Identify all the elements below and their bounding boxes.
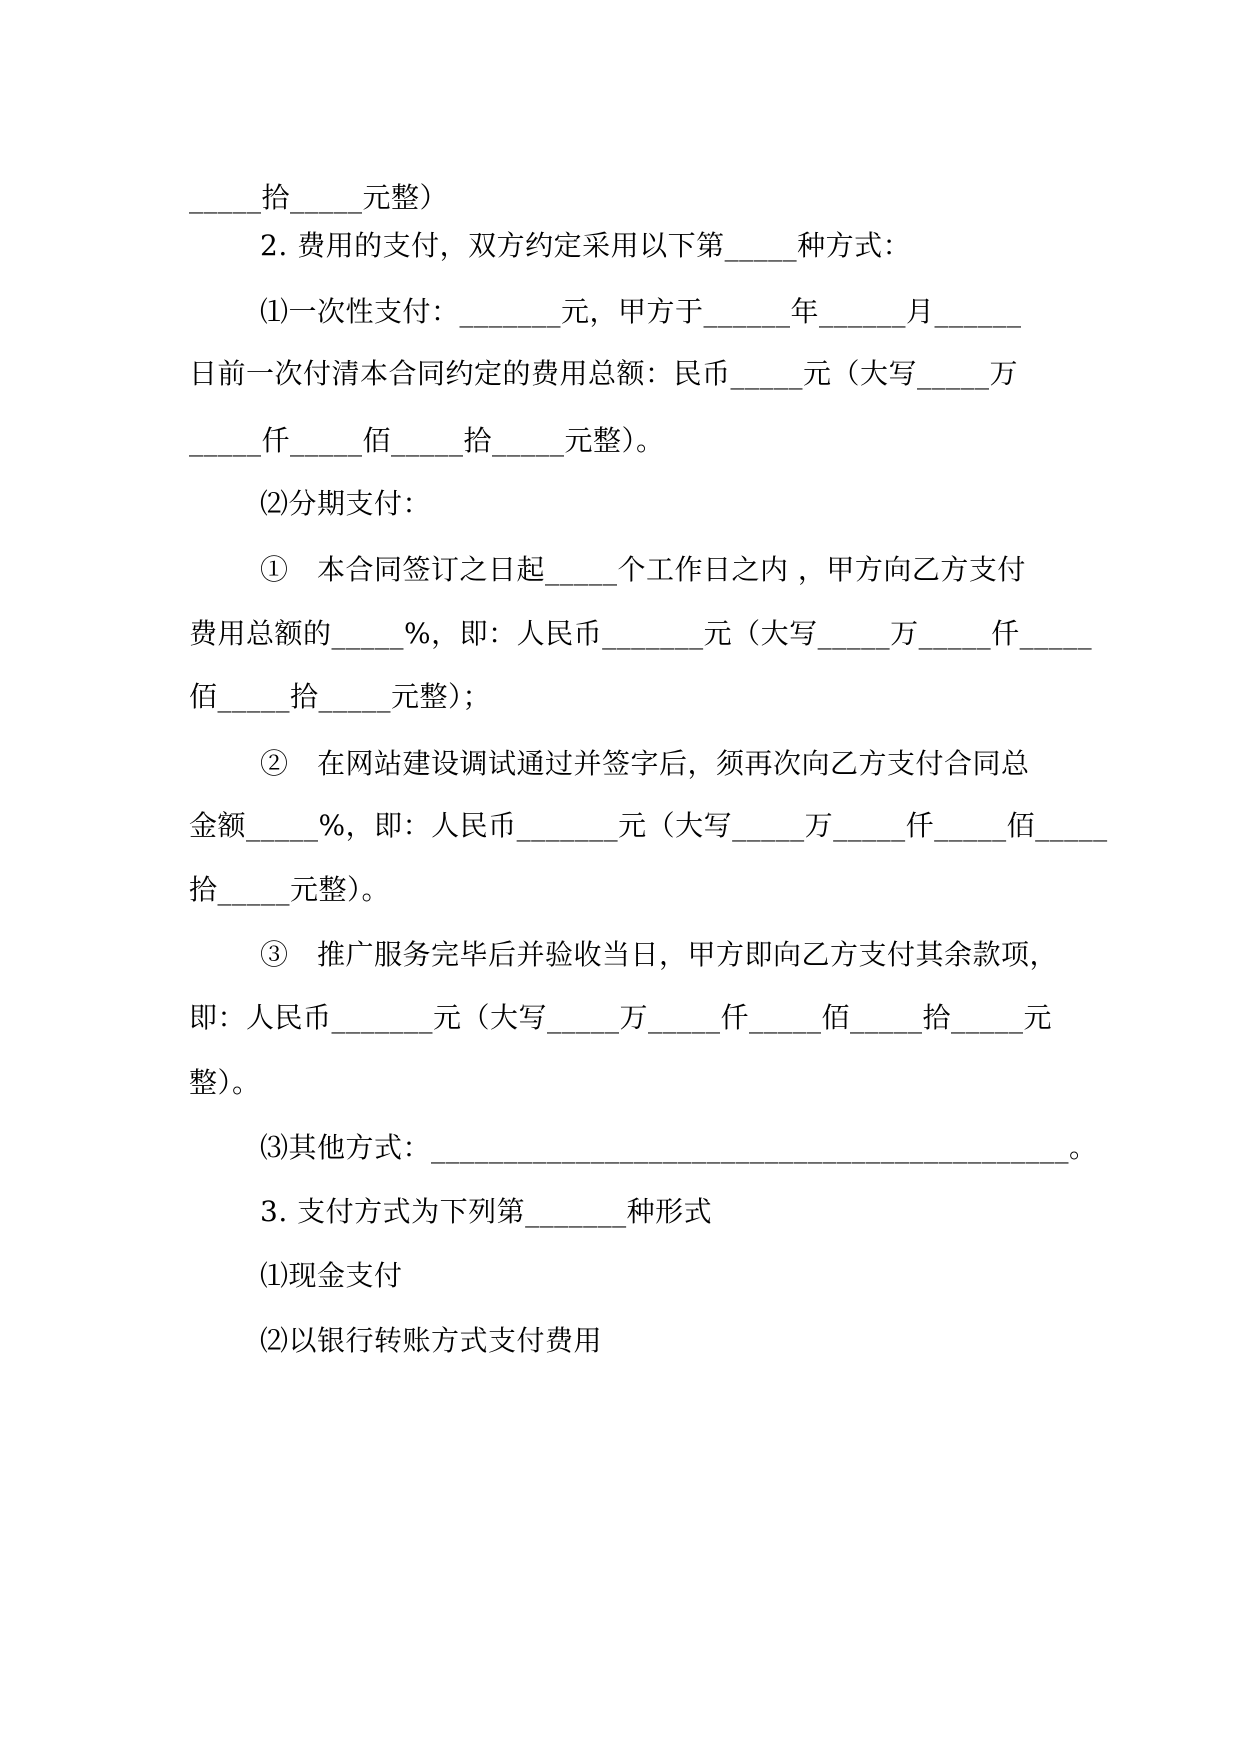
text-line: 佰_____拾_____元整）；	[189, 680, 492, 713]
text-line: 整）。	[189, 1066, 261, 1099]
text-line: ⑵分期支付：	[260, 487, 432, 520]
text-line: 费用总额的_____%，即：人民币_______元（大写_____万_____仟_____	[189, 617, 1093, 650]
text-line: 3. 支付方式为下列第_______种形式	[260, 1195, 713, 1228]
text-line: ② 在网站建设调试通过并签字后，须再次向乙方支付合同总	[260, 747, 1030, 780]
text-line: 即：人民币_______元（大写_____万_____仟_____佰_____拾_____元	[189, 1001, 1053, 1034]
text-line: ⑵以银行转账方式支付费用	[260, 1324, 603, 1357]
text-line: ① 本合同签订之日起_____个工作日之内 ，甲方向乙方支付	[260, 553, 1026, 586]
text-line: 金额_____%，即：人民币_______元（大写_____万_____仟_____佰_____	[189, 809, 1108, 842]
text-line: 拾_____元整）。	[189, 873, 391, 906]
text-line: _____拾_____元整）	[189, 181, 449, 214]
text-line: ⑴一次性支付：_______元，甲方于______年______月______	[260, 295, 1022, 328]
text-line: _____仟_____佰_____拾_____元整）。	[189, 424, 665, 457]
text-line: ⑶其他方式：____________________________________________。	[260, 1131, 1098, 1164]
text-line: ③ 推广服务完毕后并验收当日，甲方即向乙方支付其余款项，	[260, 938, 1059, 971]
text-line: 2. 费用的支付，双方约定采用以下第_____种方式：	[260, 229, 912, 262]
text-line: 日前一次付清本合同约定的费用总额：民币_____元（大写_____万	[189, 357, 1019, 390]
text-line: ⑴现金支付	[260, 1259, 403, 1292]
